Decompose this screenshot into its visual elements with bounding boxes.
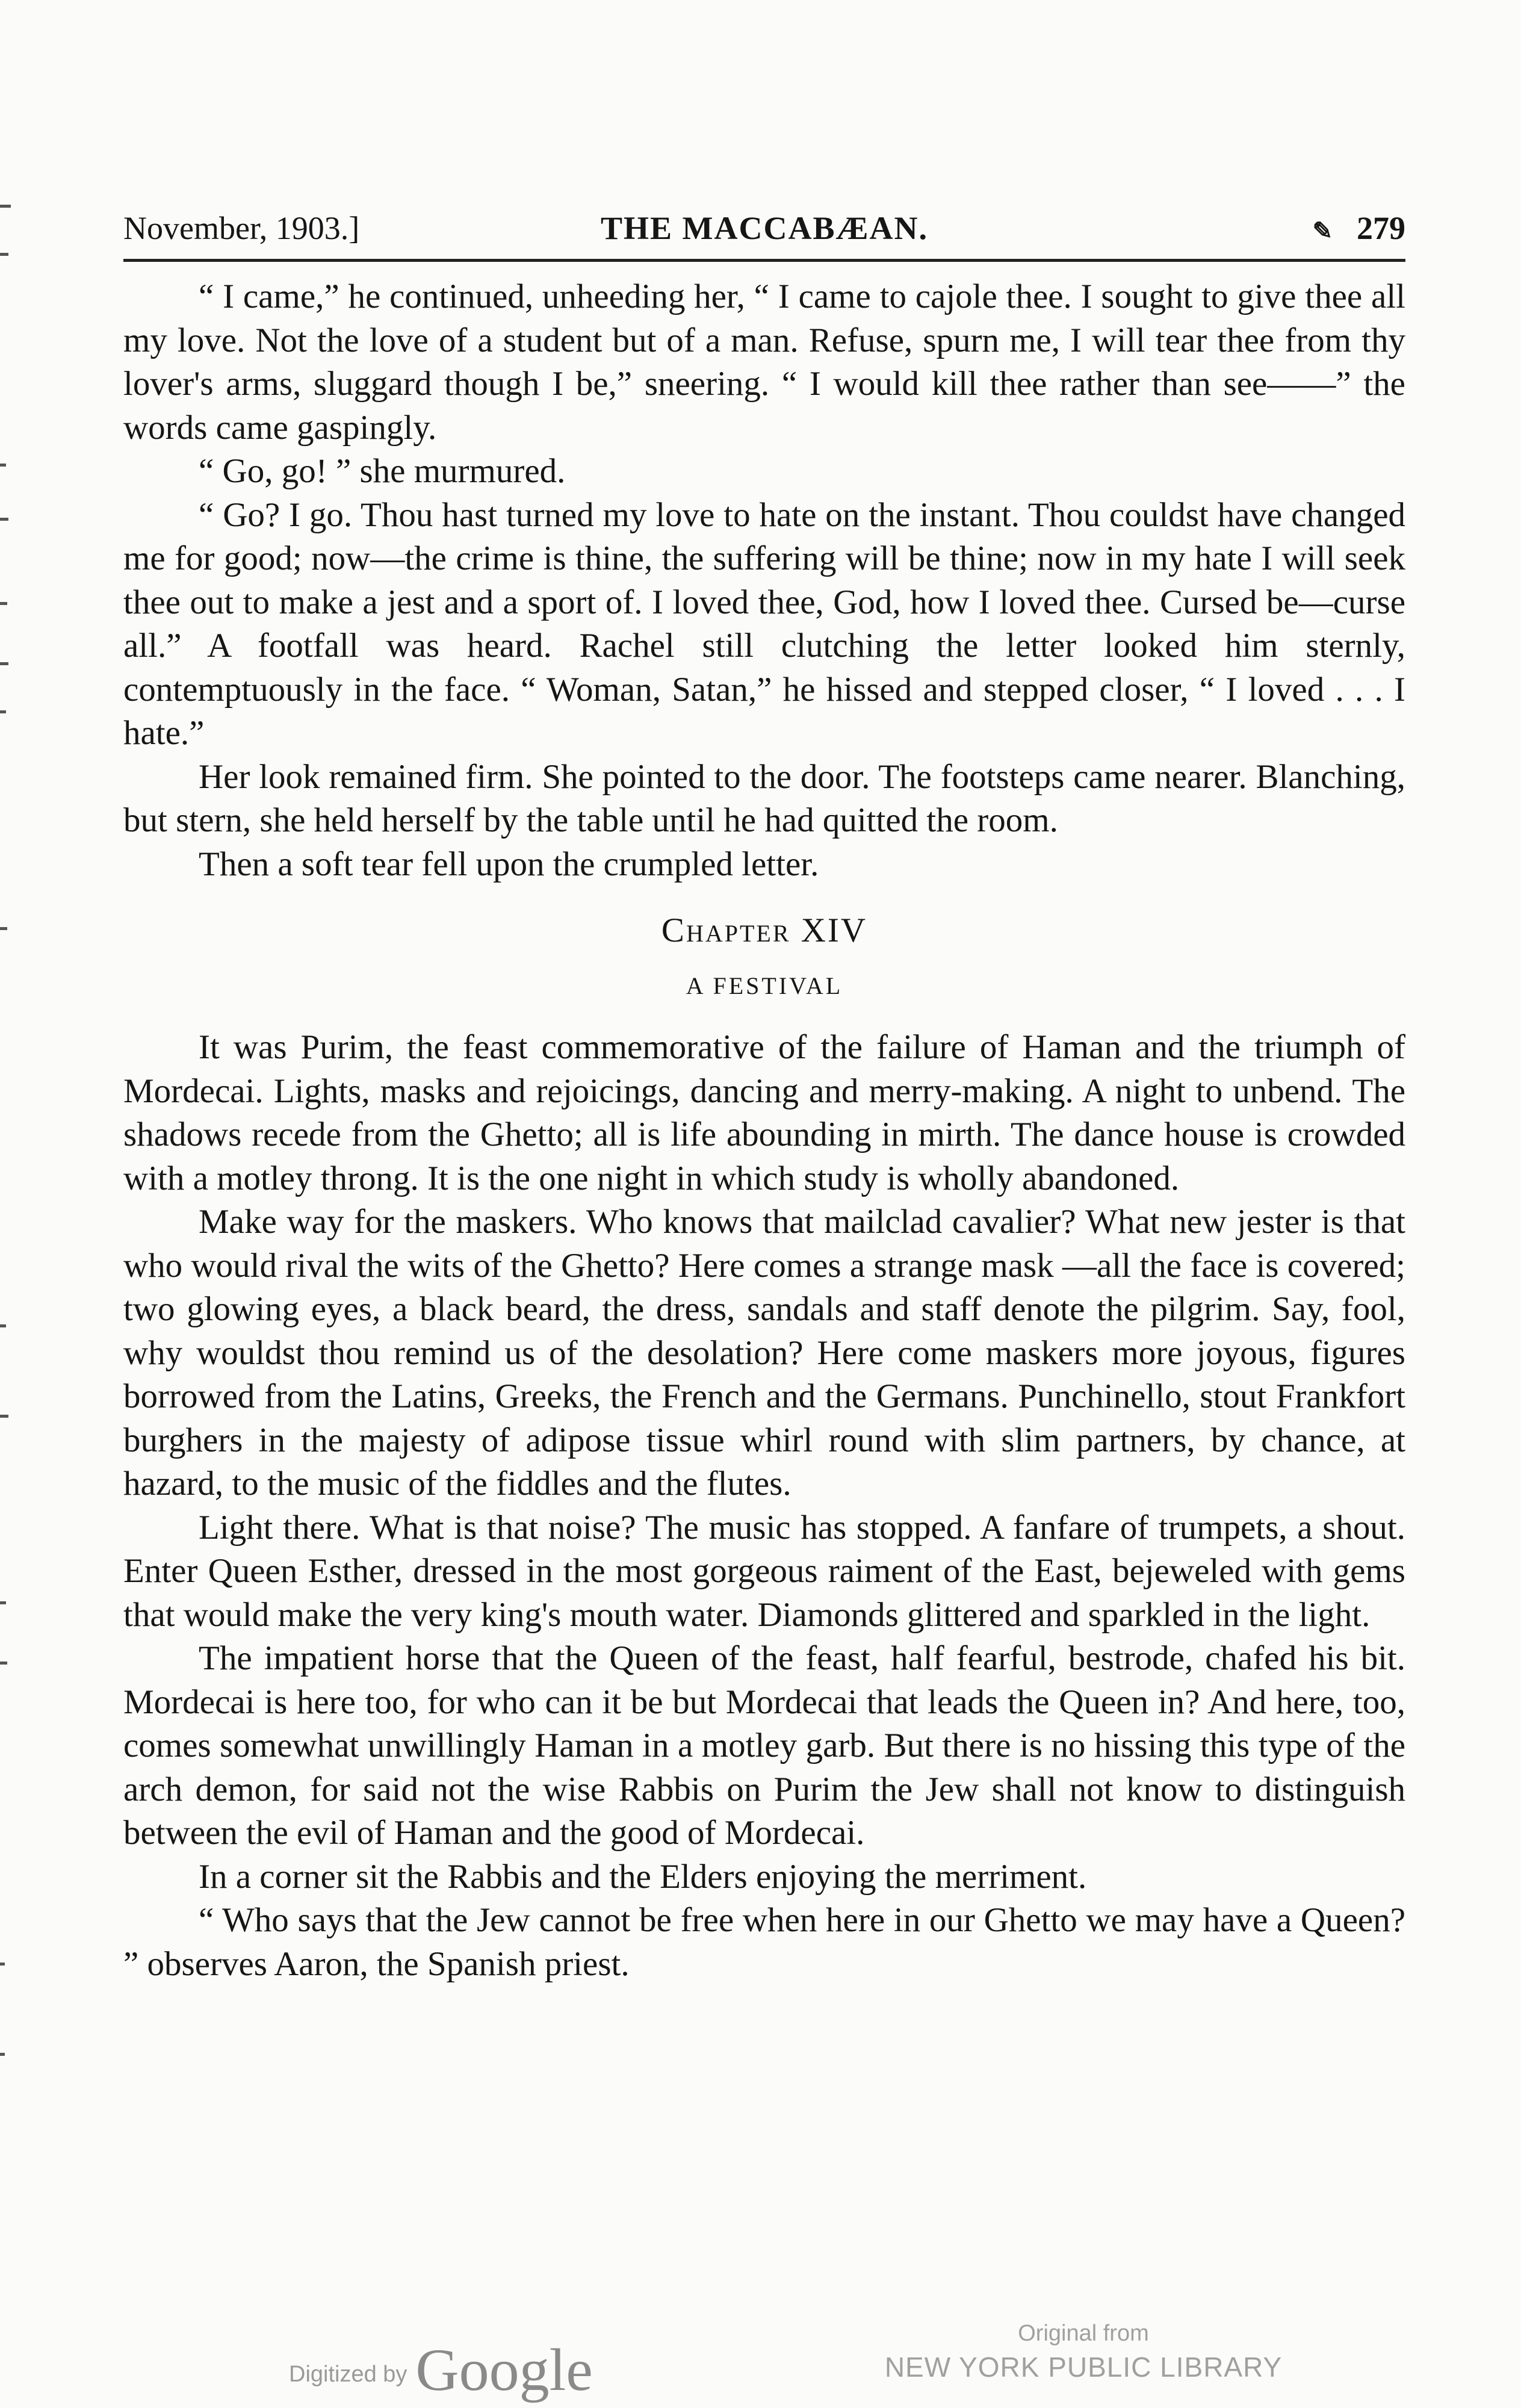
header-rule <box>123 259 1405 262</box>
paragraph: Make way for the maskers. Who knows that mailclad cavalier? What new jester is that who would rival the wits of the Ghetto? Here comes a strange mask —all the face is covered; two glowing eyes, a black beard, the dress, sandals and staff denote the pilgrim. Say, fool, why wouldst thou remind us of the desolation? Here come maskers more joyous, figures borrowed from the Latins, Greeks, the French and the Germans. Punchinello, stout Frankfort burghers in the majesty of adipose tissue whirl round with slim partners, by chance, at hazard, to the music of the fiddles and the flutes. <box>123 1203 1405 1503</box>
paragraph: The impatient horse that the Queen of the feast, half fearful, bestrode, chafed his bit. Mordecai is here too, for who can it be but Mordecai that leads the Queen in? And here, too, comes somewhat unwillingly Haman in a motley garb. But there is no hissing this type of the arch demon, for said not the wise Rabbis on Purim the Jew shall not know to distinguish between the evil of Haman and the good of Mordecai. <box>123 1639 1405 1852</box>
google-logo: Google <box>415 2336 593 2403</box>
header-journal-title: THE MACCABÆAN. <box>600 210 928 246</box>
paragraph: “ Go, go! ” she murmured. <box>199 452 566 490</box>
original-source-watermark: Original from NEW YORK PUBLIC LIBRARY <box>879 2316 1288 2384</box>
paragraph: Then a soft tear fell upon the crumpled letter. <box>199 845 819 883</box>
page-number: ✎ 279 <box>1312 210 1405 246</box>
paragraph: “ Go? I go. Thou hast turned my love to hate on the instant. Thou couldst have changed me for good; now—the crime is thine, the suffering will be thine; now in my hate I will seek thee out to make a jest and a sport of. I loved thee, God, how I loved thee. Cursed be—curse all.” A footfall was heard. Rachel still clutching the letter looked him sternly, contemptuously in the face. “ Woman, Satan,” he hissed and stepped closer, “ I loved . . . I hate.” <box>123 495 1405 752</box>
running-header <box>123 205 1405 259</box>
paragraph: “ Who says that the Jew cannot be free when here in our Ghetto we may have a Queen? ” observes Aaron, the Spanish priest. <box>123 1901 1405 1983</box>
digitized-by-watermark: Digitized by Google <box>289 2336 593 2403</box>
digitization-footer <box>0 2300 1521 2408</box>
paragraph: It was Purim, the feast commemorative of the failure of Haman and the triumph of Mordecai. Lights, masks and rejoicings, dancing and merry-making. A night to unbend. The shadows recede from the Ghetto; all is life abounding in mirth. The dance house is crowded with a motley throng. It is the one night in which study is wholly abandoned. <box>123 1028 1405 1197</box>
paragraph: In a corner sit the Rabbis and the Elders enjoying the merriment. <box>199 1857 1087 1896</box>
document-page <box>123 205 1405 1986</box>
header-date: November, 1903.] <box>123 210 360 246</box>
paragraph: Her look remained firm. She pointed to the door. The footsteps came nearer. Blanching, but stern, she held herself by the table until he had quitted the room. <box>123 757 1405 839</box>
paragraph: “ I came,” he continued, unheeding her, “ I came to cajole thee. I sought to give thee all my love. Not the love of a student but of a man. Refuse, spurn me, I will tear thee from thy lover's arms, sluggard though I be,” sneering. “ I would kill thee rather than see——” the words came gaspingly. <box>123 278 1405 447</box>
left-margin-bleedthrough <box>0 181 24 2227</box>
pencil-mark-icon: ✎ <box>1312 217 1333 244</box>
chapter-heading: Chapter XIV <box>661 911 868 949</box>
library-name: NEW YORK PUBLIC LIBRARY <box>884 2351 1283 2383</box>
chapter-subtitle: A FESTIVAL <box>686 972 843 999</box>
body-text <box>123 275 1405 1986</box>
paragraph: Light there. What is that noise? The music has stopped. A fanfare of trumpets, a shout. Enter Queen Esther, dressed in the most gorgeous raiment of the East, bejeweled with gems that would make the very king's mouth water. Diamonds glittered and sparkled in the light. <box>123 1508 1405 1634</box>
